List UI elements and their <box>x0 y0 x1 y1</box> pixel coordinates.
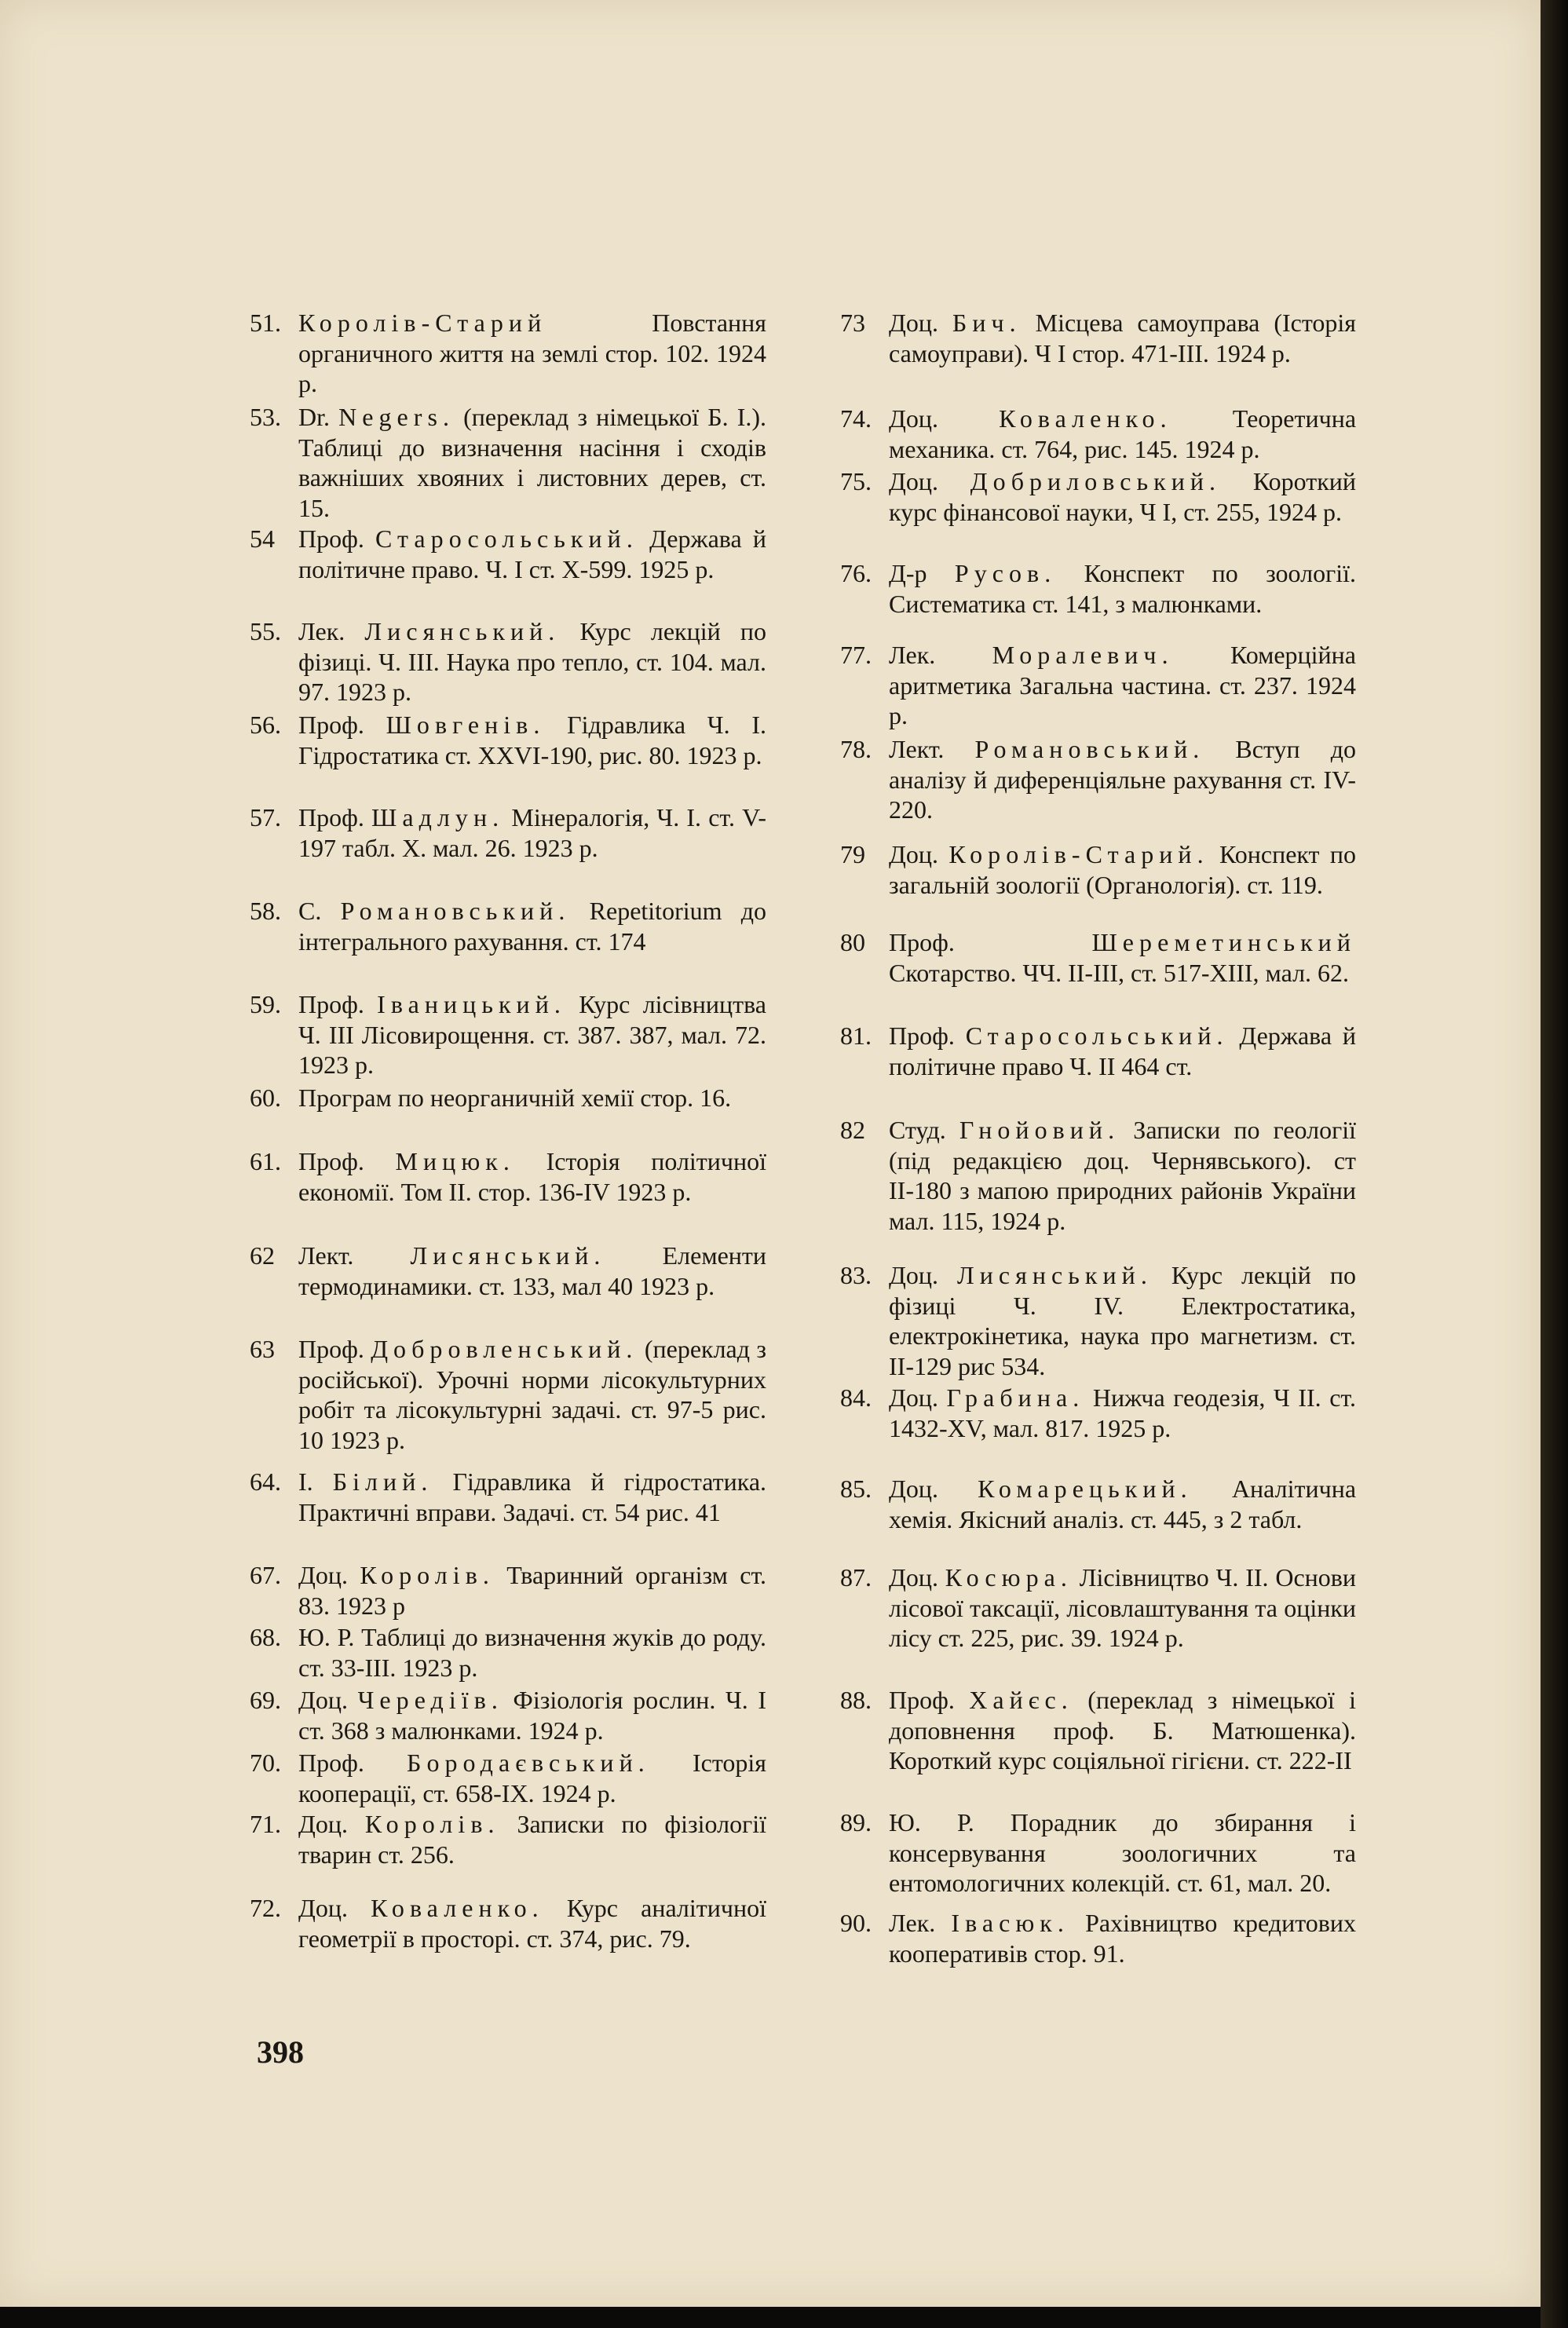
entry-text: Вступ до аналізу й диференціяльне рахування ст. IV-220. <box>889 735 1357 824</box>
entry-author: Шадлун. <box>371 803 505 831</box>
entry-text: Скотарство. ЧЧ. ІІ-ІІІ, ст. 517-XIII, мал. 62. <box>889 958 1350 987</box>
entry-author: Королів-Старий <box>298 309 547 337</box>
bibliography-entry <box>840 1115 1356 1236</box>
entry-text: Тваринний організм ст. 83. 1923 р <box>298 1561 767 1620</box>
entry-prefix: Доц. <box>889 467 938 495</box>
entry-number: 63 <box>250 1335 275 1363</box>
entry-prefix: Проф. <box>889 1021 955 1050</box>
bibliography-entry <box>250 1241 766 1301</box>
entry-text: Держава й політичне право. Ч. І ст. Х-599. 1925 р. <box>298 524 766 583</box>
entry-text: Записки по фізіології тварин ст. 256. <box>298 1810 766 1869</box>
bibliography-entry <box>250 1560 766 1621</box>
entry-author: Добриловський. <box>970 467 1222 495</box>
entry-number: 79 <box>840 840 865 868</box>
entry-author: Королів. <box>360 1561 495 1589</box>
entry-author: Добровленський. <box>371 1335 638 1363</box>
entry-number: 69. <box>250 1686 281 1714</box>
entry-author: Білий. <box>332 1467 433 1496</box>
entry-number: 70. <box>250 1749 281 1777</box>
entry-number: 77. <box>840 641 872 669</box>
entry-author: Старосольський. <box>375 524 638 553</box>
entry-author: Івасюк. <box>951 1909 1069 1937</box>
entry-text: Мінералогія, Ч. І. ст. V-197 табл. X. мал. 26. 1923 р. <box>298 803 767 862</box>
entry-prefix: Доц. <box>889 1475 938 1503</box>
entry-text: Історія кооперації, ст. 658-IX. 1924 р. <box>298 1749 766 1807</box>
entry-text: (переклад з німецької і доповнення проф. Б. Матюшенка). Короткий курс соціяльної гігієни. ст. 222-ІІ <box>889 1686 1357 1774</box>
entry-author: Іваницький. <box>377 990 566 1018</box>
entry-prefix: Проф. <box>298 1147 364 1175</box>
bibliography-entry <box>840 558 1356 619</box>
entry-number: 71. <box>250 1810 281 1838</box>
entry-text: Лісівництво Ч. ІІ. Основи лісової таксації, лісовлаштування та оцінки лісу ст. 225, рис. 39. 1924 р. <box>889 1563 1357 1652</box>
entry-author: Лисянський. <box>956 1261 1153 1289</box>
entry-text: Місцева самоуправа (Історія самоуправи). Ч І стор. 471-ІІІ. 1924 р. <box>889 309 1357 367</box>
entry-number: 62 <box>250 1241 275 1270</box>
entry-number: 56. <box>250 711 281 739</box>
entry-text: Історія політичної економії. Том ІІ. стор. 136-IV 1923 р. <box>298 1147 767 1206</box>
entry-text: Курс аналітичної геометрії в просторі. ст. 374, рис. 79. <box>298 1894 766 1953</box>
bibliography-entry <box>840 1383 1356 1443</box>
entry-author: Бич. <box>952 309 1022 337</box>
bibliography-entry <box>840 1685 1356 1776</box>
entry-number: 68. <box>250 1623 281 1651</box>
bibliography-entry <box>840 308 1356 368</box>
entry-prefix: Доц. <box>889 1563 938 1592</box>
bibliography-entry <box>250 308 766 399</box>
bibliography-entry <box>840 1260 1356 1381</box>
entry-number: 85. <box>840 1475 872 1503</box>
entry-author: Лисянський. <box>364 617 561 645</box>
entry-prefix: Лек. <box>298 617 345 645</box>
entry-prefix: Лек. <box>889 1909 936 1937</box>
entry-number: 58. <box>250 897 281 925</box>
entry-prefix: Доц. <box>298 1810 348 1838</box>
entry-author: Моралевич. <box>992 641 1174 669</box>
entry-author: Русов. <box>954 559 1057 587</box>
entry-prefix: Доц. <box>298 1894 348 1922</box>
page-number: 398 <box>257 2034 304 2070</box>
entry-prefix: С. <box>298 897 322 925</box>
bibliography-entry <box>250 1809 766 1869</box>
entry-prefix: Студ. <box>889 1116 946 1144</box>
entry-text: Записки по геології (під редакцією доц. Чернявського). ст ІІ-180 з мапою природних районів України мал. 115, 1924 р. <box>889 1116 1356 1235</box>
entry-number: 88. <box>840 1686 872 1714</box>
entry-number: 80 <box>840 928 865 956</box>
entry-text: Конспект по загальній зоології (Органологія). ст. 119. <box>889 840 1357 899</box>
entry-text: Елементи термодинамики. ст. 133, мал 40 1923 р. <box>298 1241 766 1300</box>
bibliography-entry <box>840 1908 1356 1968</box>
entry-number: 78. <box>840 735 872 763</box>
entry-text: Фізіологія рослин. Ч. І ст. 368 з малюнками. 1924 р. <box>298 1686 767 1745</box>
entry-text: Ю. Р. Порадник до збирання і консервування зоологичних та ентомологичних колекцій. ст. 61, мал. 20. <box>889 1808 1356 1897</box>
bibliography-entry <box>840 734 1356 825</box>
page-edge-shadow <box>1541 0 1568 2328</box>
entry-number: 55. <box>250 617 281 645</box>
bibliography-entry <box>250 1622 766 1683</box>
entry-prefix: Проф. <box>889 928 955 956</box>
entry-prefix: Проф. <box>889 1686 955 1714</box>
bibliography-entry <box>250 402 766 523</box>
entry-author: Negers. <box>338 403 455 431</box>
bibliography-entry <box>840 640 1356 731</box>
entry-prefix: Проф. <box>298 1749 364 1777</box>
bibliography-entry <box>840 466 1356 527</box>
bibliography-entry <box>250 802 766 863</box>
entry-number: 76. <box>840 559 872 587</box>
entry-number: 51. <box>250 309 281 337</box>
bibliography-entry <box>840 839 1356 900</box>
entry-prefix: Доц. <box>889 404 938 433</box>
entry-text: Ю. Р. Таблиці до визначення жуків до роду. ст. 33-ІІІ. 1923 р. <box>298 1623 766 1682</box>
bibliography-entry <box>840 927 1356 988</box>
bibliography-entry <box>250 896 766 956</box>
bibliography-entry <box>250 1083 766 1113</box>
entry-text: Програм по неорганичній хемії стор. 16. <box>298 1084 732 1112</box>
entry-author: Лисянський. <box>410 1241 606 1270</box>
entry-author: Хайєс. <box>969 1686 1073 1714</box>
bibliography-entry <box>840 1021 1356 1081</box>
entry-prefix: Dr. <box>298 403 330 431</box>
entry-author: Королів-Старий. <box>948 840 1209 868</box>
bibliography-entry <box>840 404 1356 464</box>
bibliography-entry <box>250 710 766 770</box>
entry-number: 67. <box>250 1561 281 1589</box>
bibliography-entry <box>250 1146 766 1207</box>
bibliography-entry <box>250 1893 766 1953</box>
entry-text: Гідравлика й гідростатика. Практичні вправи. Задачі. ст. 54 рис. 41 <box>298 1467 767 1526</box>
entry-number: 72. <box>250 1894 281 1922</box>
entry-number: 60. <box>250 1084 281 1112</box>
entry-text: Гідравлика Ч. І. Гідростатика ст. XXVI-190, рис. 80. 1923 р. <box>298 711 767 769</box>
entry-number: 64. <box>250 1467 281 1496</box>
entry-author: Грабина. <box>946 1383 1085 1412</box>
entry-author: Комарецький. <box>978 1475 1193 1503</box>
bibliography-entry <box>250 1685 766 1745</box>
entry-text: Рахівництво кредитових кооперативів стор. 91. <box>889 1909 1357 1968</box>
entry-text: Короткий курс фінансової науки, Ч І, ст. 255, 1924 р. <box>889 467 1356 526</box>
entry-prefix: Доц. <box>298 1686 348 1714</box>
entry-number: 81. <box>840 1021 872 1050</box>
entry-number: 84. <box>840 1383 872 1412</box>
entry-author: Косюра. <box>945 1563 1073 1592</box>
entry-author: Романовський. <box>974 735 1205 763</box>
entry-prefix: Доц. <box>889 1383 938 1412</box>
entry-text: Держава й політичне право Ч. ІІ 464 ст. <box>889 1021 1357 1080</box>
entry-number: 59. <box>250 990 281 1018</box>
entry-text: Повстання органичного життя на землі стор. 102. 1924 р. <box>298 309 766 397</box>
entry-text: (переклад з російської). Урочні норми лісокультурних робіт та лісокультурні задачі. ст. 97-5 рис. 10 1923 р. <box>298 1335 766 1454</box>
entry-text: Курс лісівництва Ч. ІІІ Лісовирощення. ст. 387. 387, мал. 72. 1923 р. <box>298 990 766 1079</box>
entry-number: 89. <box>840 1808 872 1836</box>
bibliography-entry <box>840 1807 1356 1899</box>
entry-number: 74. <box>840 404 872 433</box>
entry-text: Аналітична хемія. Якісний аналіз. ст. 445, з 2 табл. <box>889 1475 1357 1533</box>
entry-number: 83. <box>840 1261 872 1289</box>
entry-author: Старосольський. <box>965 1021 1229 1050</box>
entry-prefix: Д-р <box>889 559 927 587</box>
entry-author: Чередіїв. <box>357 1686 503 1714</box>
entry-author: Королів. <box>364 1810 500 1838</box>
bibliography-entry <box>250 1334 766 1455</box>
bibliography-entry <box>840 1474 1356 1534</box>
bibliography-entry <box>250 1467 766 1527</box>
entry-prefix: Лект. <box>889 735 945 763</box>
entry-prefix: Проф. <box>298 803 364 831</box>
entry-number: 57. <box>250 803 281 831</box>
bibliography-entry <box>840 1562 1356 1654</box>
entry-author: Бородаєвський. <box>407 1749 650 1777</box>
entry-text: Нижча геодезія, Ч ІІ. ст. 1432-XV, мал. 817. 1925 р. <box>889 1383 1357 1442</box>
entry-prefix: Доц. <box>298 1561 348 1589</box>
entry-prefix: І. <box>298 1467 313 1496</box>
entry-number: 53. <box>250 403 281 431</box>
entry-prefix: Проф. <box>298 524 364 553</box>
entry-text: (переклад з німецької Б. І.). Таблиці до визначення насіння і сходів важніших хвояних і листовних дерев, ст. 15. <box>298 403 767 522</box>
entry-number: 61. <box>250 1147 281 1175</box>
entry-prefix: Доц. <box>889 1261 938 1289</box>
entry-text: Теоретична механика. ст. 764, рис. 145. 1924 р. <box>889 404 1357 463</box>
entry-text: Repetitorium до інтегрального рахування. ст. 174 <box>298 897 767 956</box>
entry-author: Шовгенів. <box>386 711 546 739</box>
entry-prefix: Доц. <box>889 840 938 868</box>
entry-author: Романовський. <box>340 897 571 925</box>
bibliography-entry <box>250 1748 766 1808</box>
entry-text: Курс лекцій по фізиці Ч. IV. Електростатика, електрокінетика, наука про магнетизм. ст. ІІ-129 рис 534. <box>889 1261 1356 1380</box>
entry-number: 87. <box>840 1563 872 1592</box>
entry-prefix: Проф. <box>298 990 364 1018</box>
entry-author: Коваленко. <box>371 1894 544 1922</box>
entry-author: Шереметинський <box>1091 928 1356 956</box>
entry-number: 75. <box>840 467 872 495</box>
entry-author: Коваленко. <box>999 404 1172 433</box>
bibliography-entry <box>250 616 766 707</box>
entry-prefix: Проф. <box>298 1335 364 1363</box>
entry-number: 73 <box>840 309 865 337</box>
entry-number: 54 <box>250 524 275 553</box>
entry-prefix: Проф. <box>298 711 364 739</box>
entry-prefix: Лек. <box>889 641 936 669</box>
entry-text: Курс лекцій по фізиці. Ч. ІІІ. Наука про тепло, ст. 104. мал. 97. 1923 р. <box>298 617 767 706</box>
entry-prefix: Доц. <box>889 309 938 337</box>
entry-text: Конспект по зоології. Систематика ст. 141, з малюнками. <box>889 559 1357 618</box>
entry-prefix: Лект. <box>298 1241 354 1270</box>
bibliography-entry <box>250 524 766 584</box>
entry-text: Комерційна аритметика Загальна частина. ст. 237. 1924 р. <box>889 641 1356 729</box>
entry-author: Гнойовий. <box>959 1116 1120 1144</box>
entry-author: Мицюк. <box>395 1147 515 1175</box>
bibliography-entry <box>250 989 766 1080</box>
entry-number: 82 <box>840 1116 865 1144</box>
entry-number: 90. <box>840 1909 872 1937</box>
